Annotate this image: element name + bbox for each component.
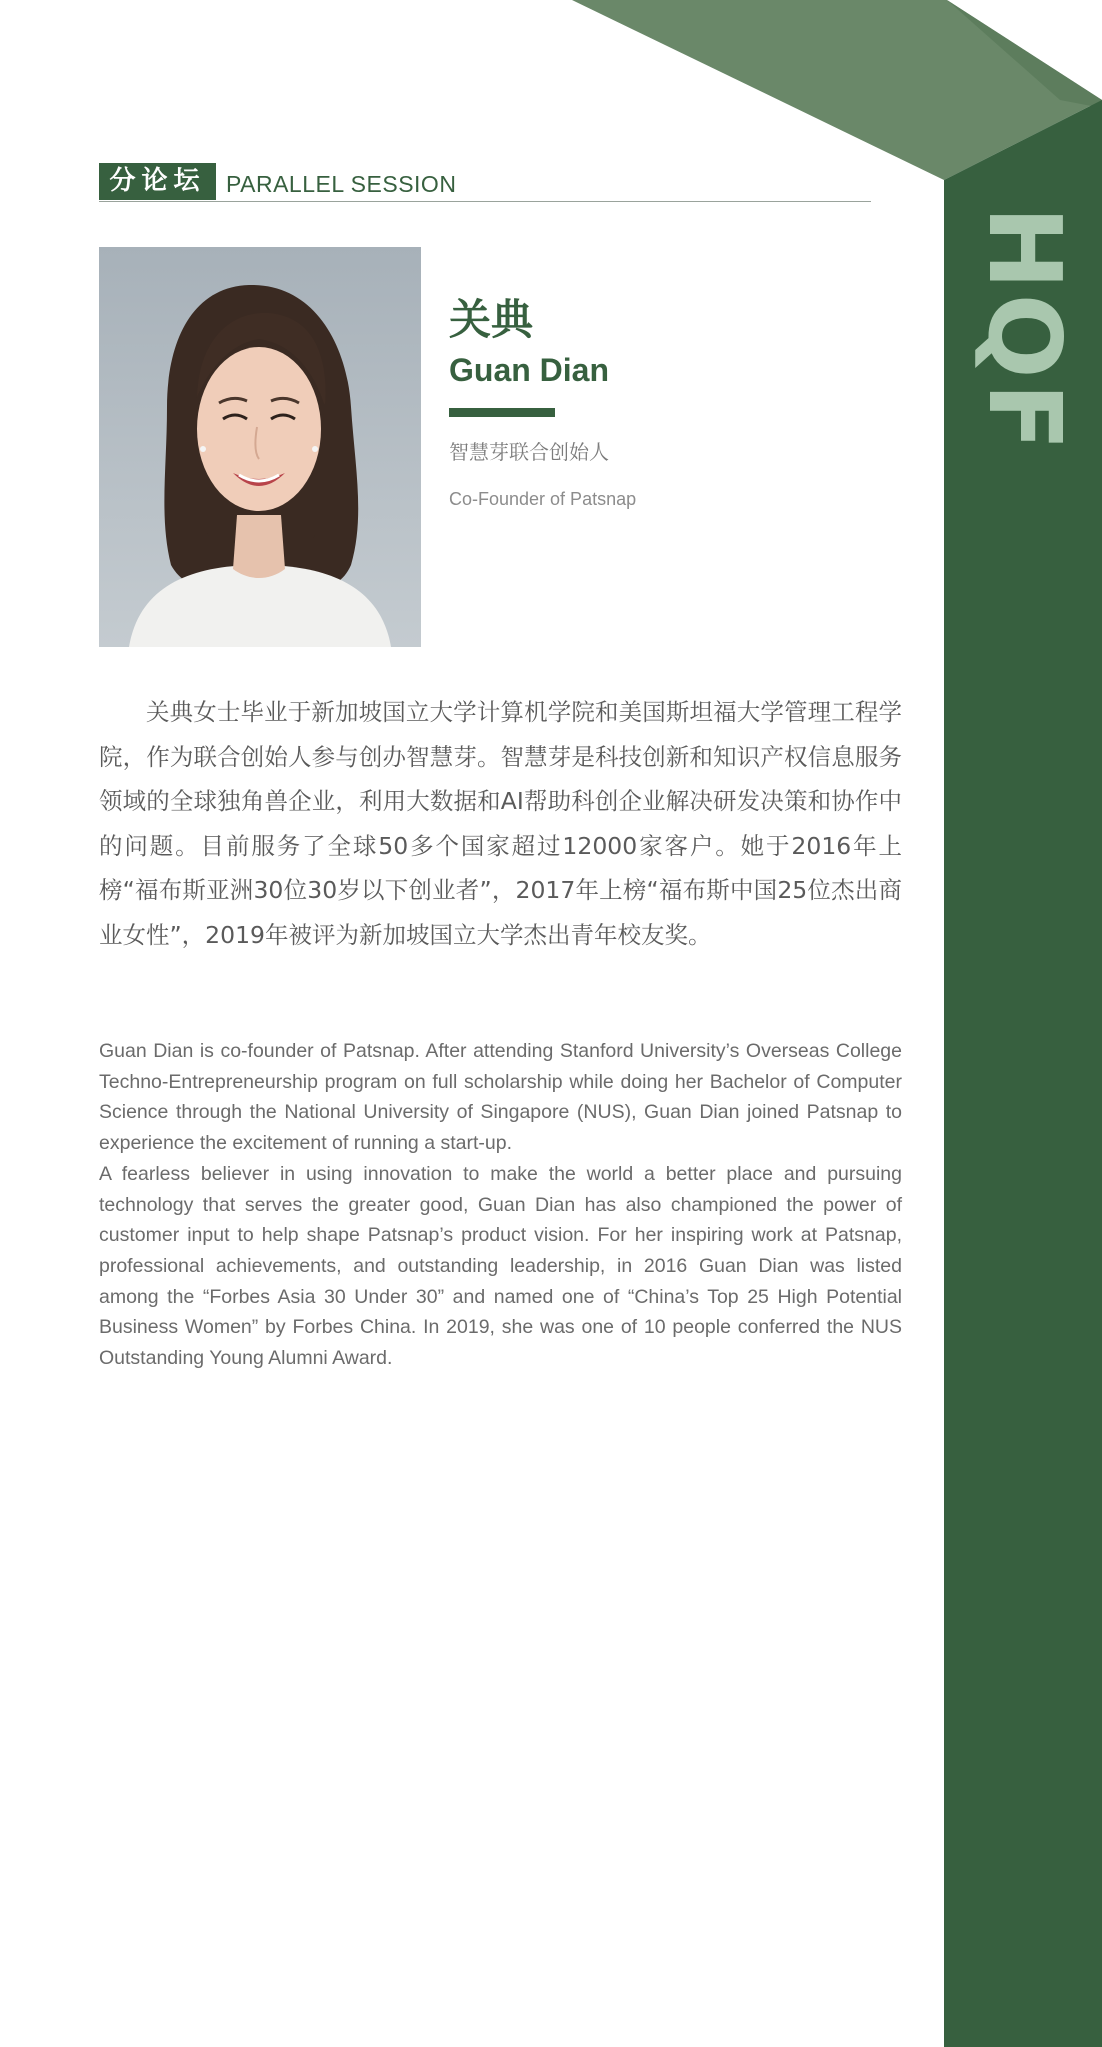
portrait-illustration	[99, 247, 421, 647]
biography-cn: 关典女士毕业于新加坡国立大学计算机学院和美国斯坦福大学管理工程学院，作为联合创始人参与创办智慧芽。智慧芽是科技创新和知识产权信息服务领域的全球独角兽企业，利用大数据和AI帮助科创企业解决研发决策和协作中的问题。目前服务了全球50多个国家超过12000家客户。她于2016年上榜“福布斯亚洲30位30岁以下创业者”，2017年上榜“福布斯中国25位杰出商业女性”，2019年被评为新加坡国立大学杰出青年校友奖。	[99, 698, 902, 949]
biography-en-paragraph: A fearless believer in using innovation to make the world a better place and pursuing technology that serves the greater good, Guan Dian has also championed the power of customer input to help shape Patsnap’s product vision. For her inspiring work at Patsnap, professional achievements, and outstanding leadership, in 2016 Guan Dian was listed among the “Forbes Asia 30 Under 30” and named one of “China’s Top 25 High Potential Business Women” by Forbes China. In 2019, she was one of 10 people conferred the NUS Outstanding Young Alumni Award.	[99, 1162, 902, 1370]
section-label-en: PARALLEL SESSION	[226, 171, 457, 197]
biography-en	[99, 1036, 902, 1374]
speaker-name-cn: 关典	[449, 295, 534, 344]
biography-en-paragraph: Guan Dian is co-founder of Patsnap. After attending Stanford University’s Overseas College Techno-Entrepreneurship program on full scholarship while doing her Bachelor of Computer Science through the National University of Singapore (NUS), Guan Dian joined Patsnap to experience the excitement of running a start-up.	[99, 1040, 902, 1155]
speaker-name-en: Guan Dian	[449, 352, 610, 388]
section-label-cn: 分论坛	[99, 163, 216, 200]
speaker-title-cn: 智慧芽联合创始人	[449, 440, 609, 464]
section-header	[99, 163, 871, 202]
name-underline-bar	[449, 408, 555, 417]
brand-vertical-logo	[944, 200, 1102, 460]
speaker-portrait	[99, 247, 421, 647]
speaker-title-en: Co-Founder of Patsnap	[449, 489, 637, 509]
brand-text: HQF	[965, 205, 1083, 455]
